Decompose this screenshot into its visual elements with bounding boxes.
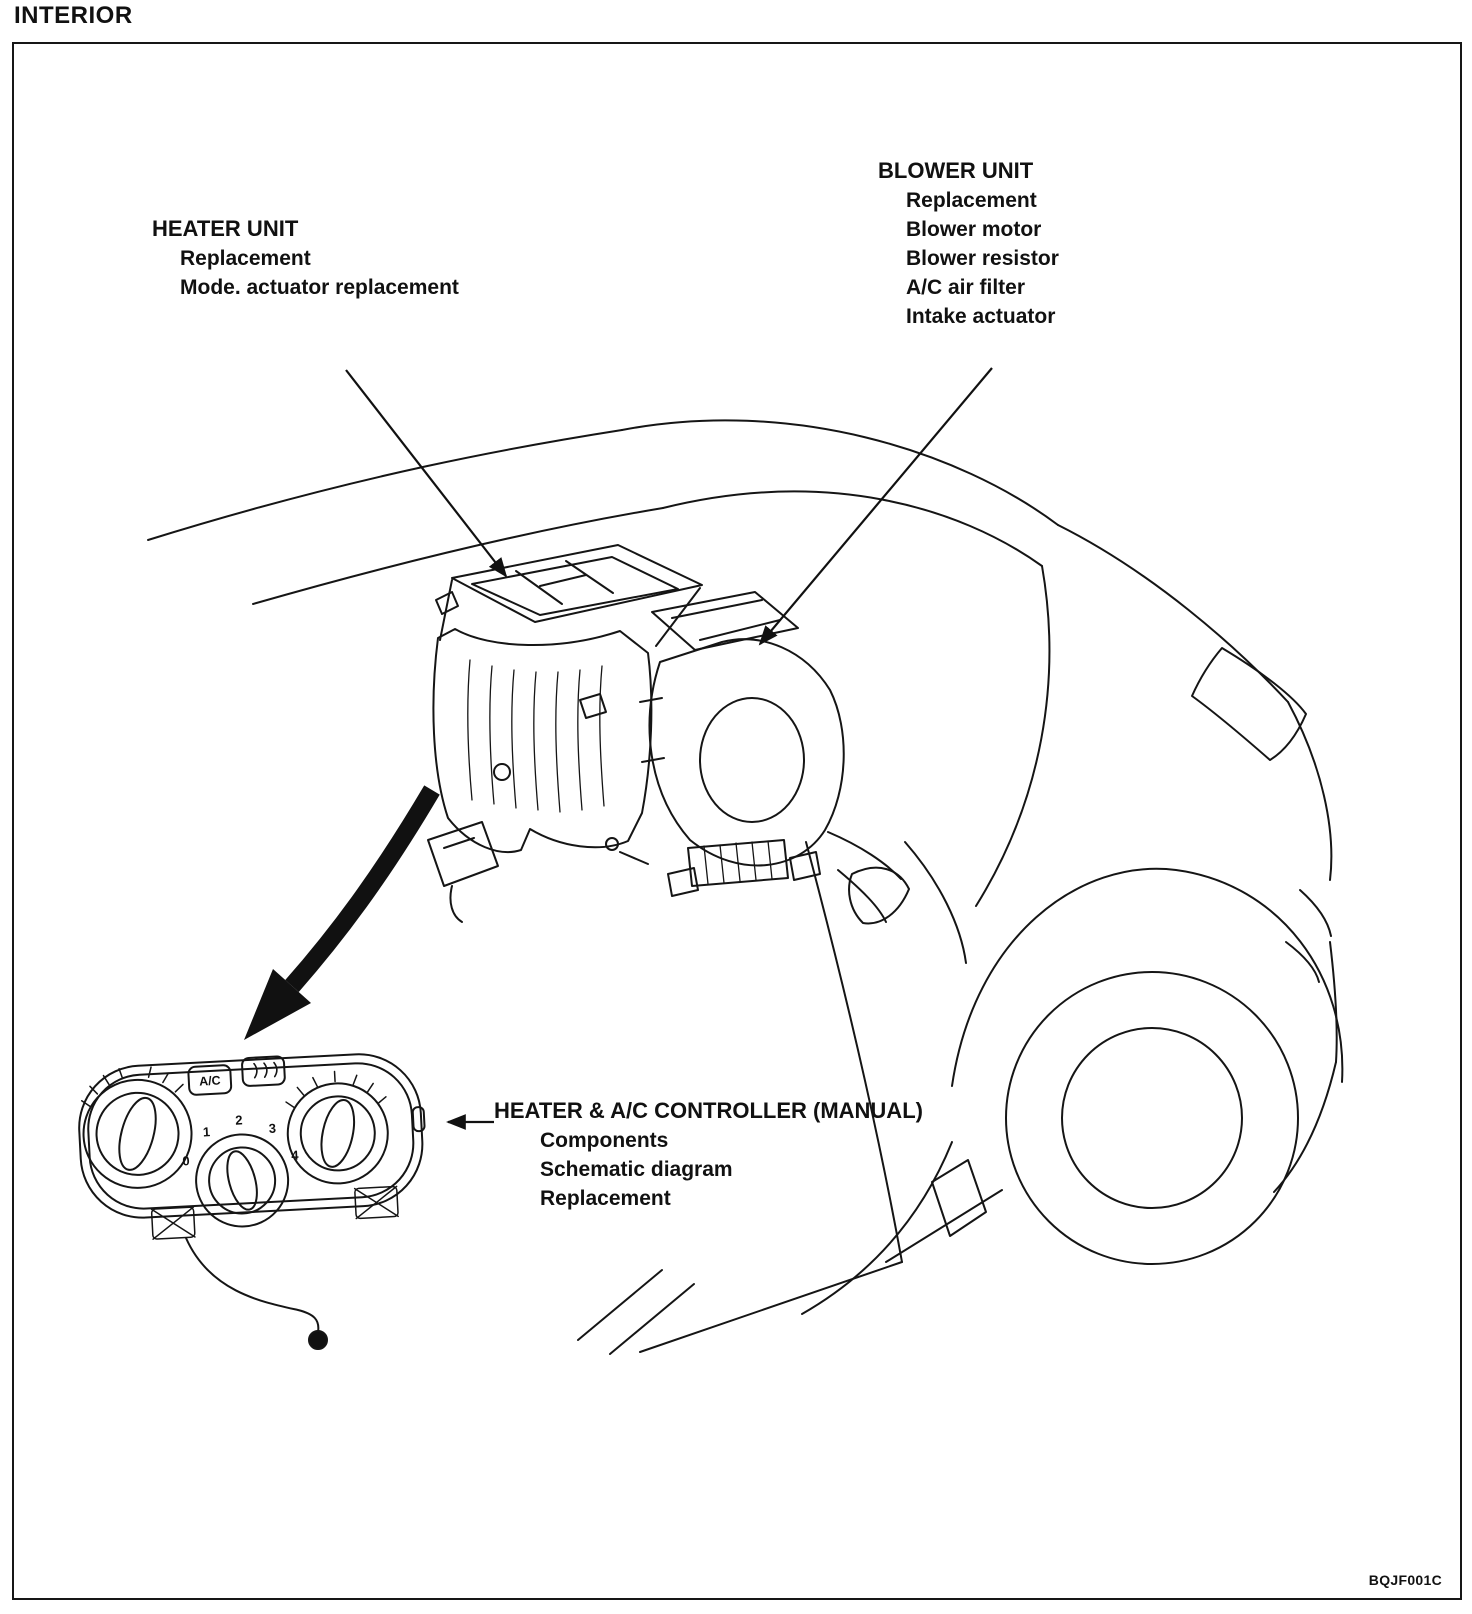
controller-item: Schematic diagram <box>540 1158 733 1181</box>
heater-unit-item: Replacement <box>180 247 311 270</box>
controller-title: HEATER & A/C CONTROLLER (MANUAL) <box>494 1098 923 1123</box>
side-slot-art <box>413 1107 425 1132</box>
fan-speed-mark: 4 <box>290 1147 299 1163</box>
controller-item: Components <box>540 1129 669 1152</box>
rear-defrost-icon <box>254 1063 277 1078</box>
controller-cable-art <box>186 1238 327 1349</box>
wheel-outer-art <box>1006 972 1298 1264</box>
blower-unit-item: Replacement <box>906 189 1037 212</box>
blower-unit-item: A/C air filter <box>906 276 1026 299</box>
heater-unit-drawing <box>428 545 702 922</box>
wheel-inner-art <box>1062 1028 1242 1208</box>
ac-button-label: A/C <box>198 1073 221 1089</box>
controller-panel-drawing <box>76 1049 430 1243</box>
blower-unit-title: BLOWER UNIT <box>878 158 1034 183</box>
fan-speed-mark: 3 <box>268 1120 277 1136</box>
blower-unit-item: Blower motor <box>906 218 1042 241</box>
blower-callout-arrow <box>760 368 992 644</box>
controller-item: Replacement <box>540 1187 671 1210</box>
thick-curved-arrow <box>244 790 432 1040</box>
hvac-assembly-art <box>428 545 844 922</box>
mode-knob <box>285 1069 391 1186</box>
figure-code: BQJF001C <box>1368 1572 1442 1588</box>
fan-speed-mark: 2 <box>234 1112 243 1128</box>
blower-unit-label <box>878 156 1059 331</box>
door-handle-art <box>932 1160 986 1236</box>
floor-duct-art <box>428 822 498 886</box>
page-title: INTERIOR <box>14 2 133 29</box>
blower-unit-item: Blower resistor <box>906 247 1059 270</box>
blower-unit-item: Intake actuator <box>906 305 1056 328</box>
fan-speed-mark: 1 <box>202 1124 211 1140</box>
fan-speed-mark: 0 <box>182 1153 191 1169</box>
fan-speed-knob <box>180 1110 303 1230</box>
controller-label <box>494 1096 923 1213</box>
heater-unit-title: HEATER UNIT <box>152 216 299 241</box>
car-outline-art <box>148 420 1342 1354</box>
heater-callout-arrow <box>346 370 506 576</box>
heater-unit-item: Mode. actuator replacement <box>180 276 459 299</box>
heater-unit-label <box>152 214 459 302</box>
